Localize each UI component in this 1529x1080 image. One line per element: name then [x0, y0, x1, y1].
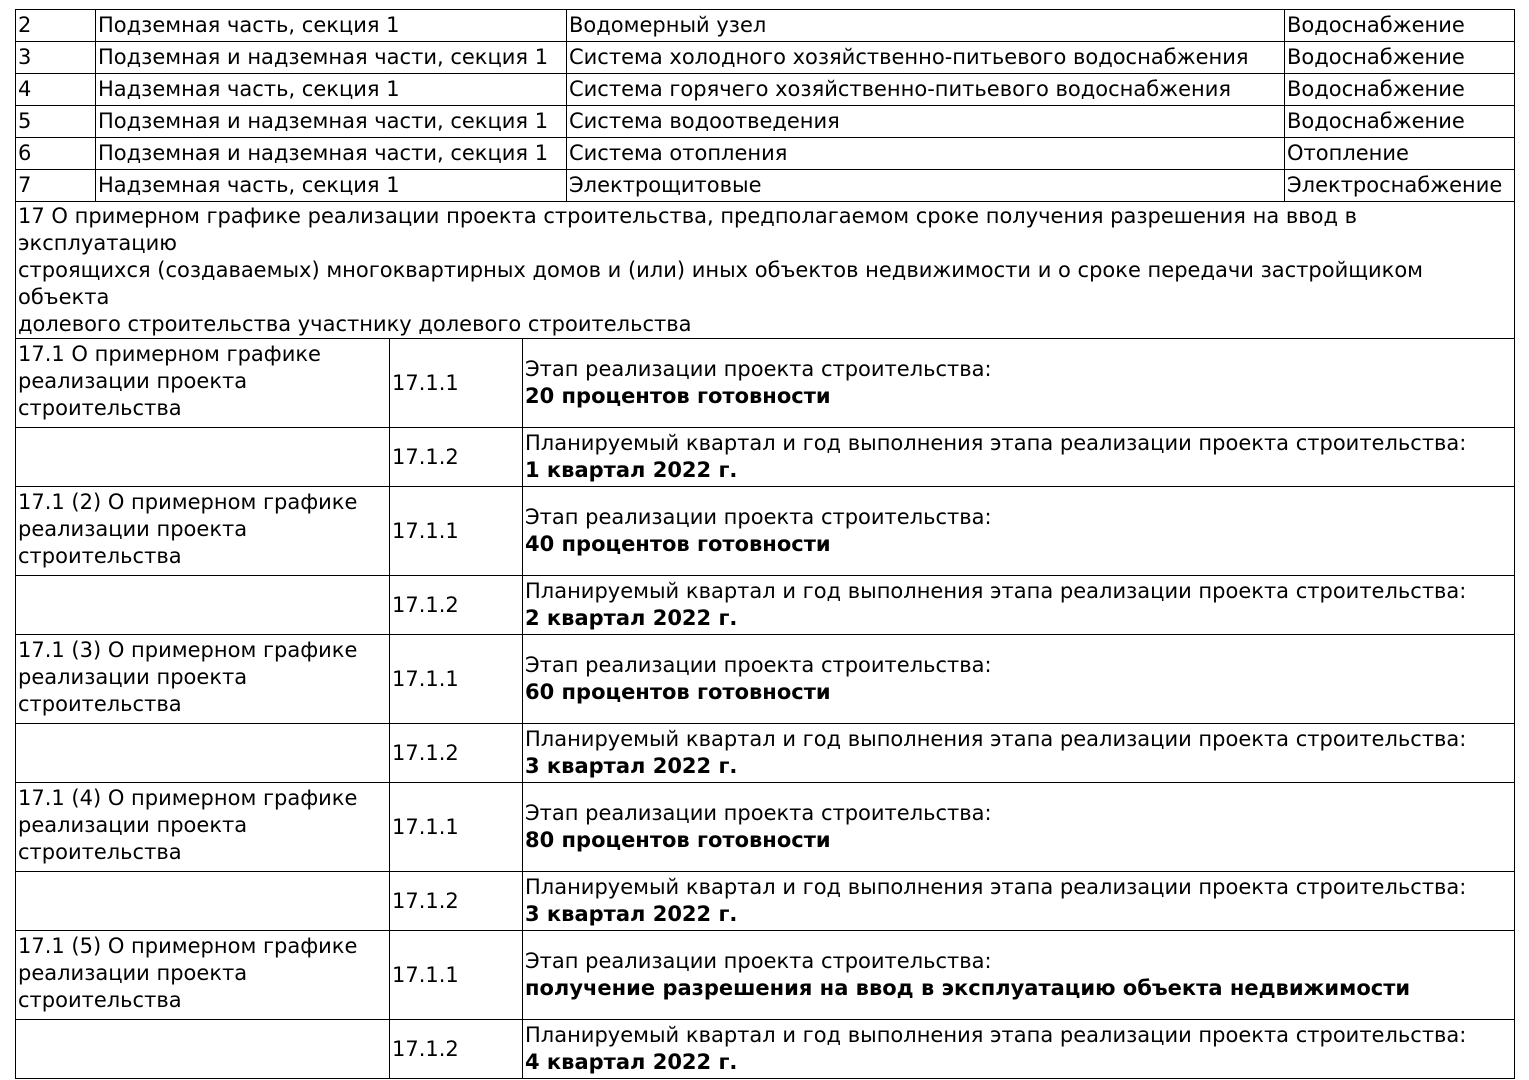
empty-label-cell [16, 724, 390, 783]
label-line: 17.1 (3) О примерном графике [18, 638, 358, 662]
plan-row [16, 872, 1515, 931]
row-number: 7 [16, 170, 96, 202]
label-line: строительства [18, 988, 182, 1012]
plan-code: 17.1.2 [390, 724, 523, 783]
stage-caption: Этап реализации проекта строительства: [525, 801, 992, 825]
system-name: Система холодного хозяйственно-питьевого водоснабжения [567, 42, 1285, 74]
system-name: Электрощитовые [567, 170, 1285, 202]
label-line: строительства [18, 840, 182, 864]
block-label [16, 635, 390, 724]
table-row [16, 42, 1515, 74]
row-number: 3 [16, 42, 96, 74]
stage-code: 17.1.1 [390, 783, 523, 872]
building-part: Подземная и надземная части, секция 1 [96, 138, 567, 170]
label-line: реализации проекта [18, 665, 248, 689]
stage-code: 17.1.1 [390, 487, 523, 576]
plan-caption: Планируемый квартал и год выполнения этапа реализации проекта строительства: [525, 579, 1467, 603]
row-number: 2 [16, 10, 96, 42]
stage-caption: Этап реализации проекта строительства: [525, 653, 992, 677]
section-heading-row [16, 202, 1515, 339]
section-17-heading [16, 202, 1515, 339]
heading-line: 17 О примерном графике реализации проекта строительства, предполагаемом сроке получения разрешения на ввод в эксплуатацию [18, 204, 1358, 255]
stage-cell [523, 635, 1515, 724]
stage-value: 80 процентов готовности [525, 828, 831, 852]
label-line: строительства [18, 396, 182, 420]
stage-code: 17.1.1 [390, 339, 523, 428]
stage-code: 17.1.1 [390, 635, 523, 724]
plan-caption: Планируемый квартал и год выполнения этапа реализации проекта строительства: [525, 875, 1467, 899]
stage-code: 17.1.1 [390, 931, 523, 1020]
plan-row [16, 1020, 1515, 1079]
heading-line: строящихся (создаваемых) многоквартирных домов и (или) иных объектов недвижимости и о сроке передачи застройщиком объекта [18, 258, 1424, 309]
plan-code: 17.1.2 [390, 872, 523, 931]
plan-row [16, 428, 1515, 487]
stage-caption: Этап реализации проекта строительства: [525, 505, 992, 529]
plan-value: 1 квартал 2022 г. [525, 458, 738, 482]
empty-label-cell [16, 428, 390, 487]
plan-caption: Планируемый квартал и год выполнения этапа реализации проекта строительства: [525, 431, 1467, 455]
row-number: 6 [16, 138, 96, 170]
table-row [16, 138, 1515, 170]
stage-cell [523, 339, 1515, 428]
label-line: реализации проекта [18, 369, 248, 393]
plan-caption: Планируемый квартал и год выполнения этапа реализации проекта строительства: [525, 1023, 1467, 1047]
stage-value: 20 процентов готовности [525, 384, 831, 408]
block-label [16, 783, 390, 872]
table-row [16, 106, 1515, 138]
plan-cell [523, 576, 1515, 635]
label-line: 17.1 (5) О примерном графике [18, 934, 358, 958]
document-page [15, 9, 1514, 1079]
system-name: Водомерный узел [567, 10, 1285, 42]
row-number: 5 [16, 106, 96, 138]
system-category: Водоснабжение [1285, 74, 1515, 106]
plan-code: 17.1.2 [390, 428, 523, 487]
label-line: 17.1 О примерном графике [18, 342, 321, 366]
plan-code: 17.1.2 [390, 576, 523, 635]
stage-row [16, 635, 1515, 724]
row-number: 4 [16, 74, 96, 106]
block-label [16, 931, 390, 1020]
plan-row [16, 724, 1515, 783]
schedule-table [15, 201, 1515, 1079]
plan-cell [523, 1020, 1515, 1079]
empty-label-cell [16, 576, 390, 635]
system-category: Отопление [1285, 138, 1515, 170]
table-row [16, 10, 1515, 42]
stage-row [16, 339, 1515, 428]
building-part: Подземная и надземная части, секция 1 [96, 42, 567, 74]
plan-value: 3 квартал 2022 г. [525, 902, 738, 926]
system-category: Электроснабжение [1285, 170, 1515, 202]
label-line: реализации проекта [18, 517, 248, 541]
building-part: Надземная часть, секция 1 [96, 170, 567, 202]
empty-label-cell [16, 872, 390, 931]
plan-value: 4 квартал 2022 г. [525, 1050, 738, 1074]
stage-caption: Этап реализации проекта строительства: [525, 357, 992, 381]
stage-value: 40 процентов готовности [525, 532, 831, 556]
label-line: строительства [18, 544, 182, 568]
plan-row [16, 576, 1515, 635]
system-category: Водоснабжение [1285, 10, 1515, 42]
label-line: 17.1 (2) О примерном графике [18, 490, 358, 514]
block-label [16, 339, 390, 428]
stage-cell [523, 487, 1515, 576]
label-line: 17.1 (4) О примерном графике [18, 786, 358, 810]
plan-caption: Планируемый квартал и год выполнения этапа реализации проекта строительства: [525, 727, 1467, 751]
system-name: Система горячего хозяйственно-питьевого водоснабжения [567, 74, 1285, 106]
systems-table [15, 9, 1515, 202]
stage-row [16, 931, 1515, 1020]
stage-caption: Этап реализации проекта строительства: [525, 949, 992, 973]
block-label [16, 487, 390, 576]
table-row [16, 170, 1515, 202]
stage-row [16, 783, 1515, 872]
building-part: Подземная часть, секция 1 [96, 10, 567, 42]
heading-line: долевого строительства участнику долевого строительства [18, 312, 692, 336]
system-category: Водоснабжение [1285, 106, 1515, 138]
stage-row [16, 487, 1515, 576]
plan-cell [523, 872, 1515, 931]
system-name: Система отопления [567, 138, 1285, 170]
stage-cell [523, 783, 1515, 872]
stage-value: получение разрешения на ввод в эксплуатацию объекта недвижимости [525, 976, 1411, 1000]
label-line: реализации проекта [18, 961, 248, 985]
plan-cell [523, 724, 1515, 783]
plan-value: 2 квартал 2022 г. [525, 606, 738, 630]
building-part: Подземная и надземная части, секция 1 [96, 106, 567, 138]
system-category: Водоснабжение [1285, 42, 1515, 74]
label-line: реализации проекта [18, 813, 248, 837]
empty-label-cell [16, 1020, 390, 1079]
stage-value: 60 процентов готовности [525, 680, 831, 704]
plan-value: 3 квартал 2022 г. [525, 754, 738, 778]
plan-code: 17.1.2 [390, 1020, 523, 1079]
building-part: Надземная часть, секция 1 [96, 74, 567, 106]
label-line: строительства [18, 692, 182, 716]
plan-cell [523, 428, 1515, 487]
stage-cell [523, 931, 1515, 1020]
system-name: Система водоотведения [567, 106, 1285, 138]
table-row [16, 74, 1515, 106]
